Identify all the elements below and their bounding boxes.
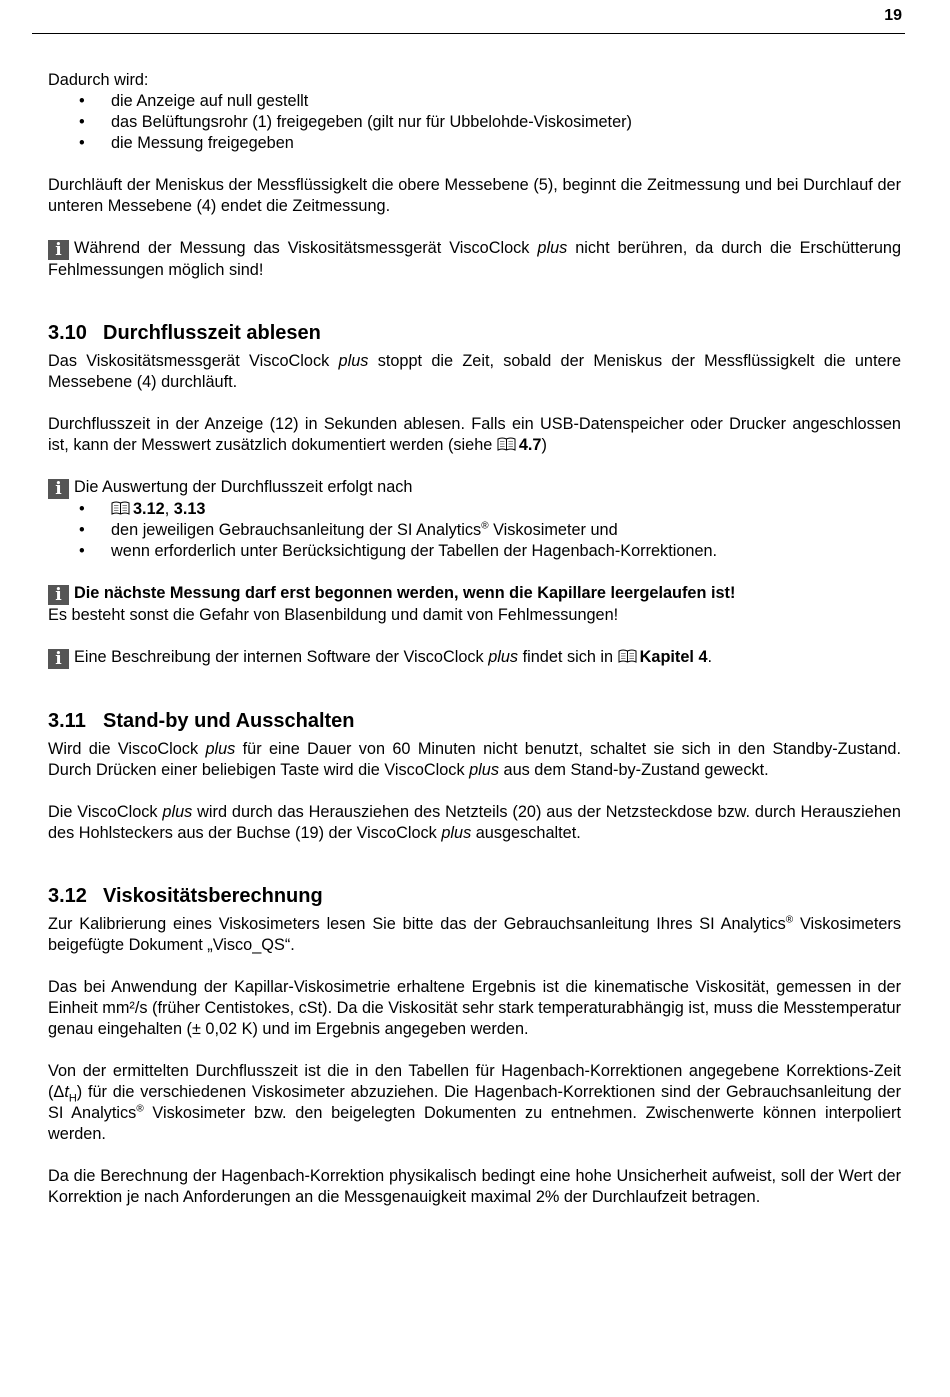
paragraph: Durchläuft der Meniskus der Messflüssigkelt die obere Messebene (5), beginnt die Zeitmessung und bei Durchlauf der unteren Messebene (4) endet die Zeitmessung. [48,176,901,215]
cross-reference: 3.13 [173,500,206,518]
cross-reference: 4.7 [518,436,542,454]
section-number: 3.10 [48,322,87,344]
list-item: • 3.12, 3.13 [48,499,901,520]
paragraph: Durchflusszeit in der Anzeige (12) in Sekunden ablesen. Falls ein USB-Datenspeicher oder Drucker angeschlossen ist, kann der Messwert zusätzlich dokumentiert werden (siehe 4.7) [48,415,901,454]
intro-bullet-list [48,91,901,154]
info-icon: i [48,240,69,260]
info-icon: i [48,585,69,605]
note-text: Während der Messung das Viskositätsmessgerät ViscoClock [74,239,538,257]
info-note [48,238,901,281]
paragraph: Von der ermittelten Durchflusszeit ist die in den Tabellen für Hagenbach-Korrektionen angegebene Korrektions-Zeit $(\Delta t_H)$ für die verschiedenen Viskosimeter abzuziehen. Die Hagenbach-Korrektionen sind der Gebrauchsanleitung der SI Analytics® Viskosimeter bzw. den beigelegten Dokumenten zu entnehmen. Zwischenwerte können interpoliert werden. [48,1062,901,1143]
info-note: i Die Auswertung der Durchflusszeit erfolgt nach [48,477,901,499]
cross-reference: Kapitel 4 [639,648,708,666]
evaluation-list [48,499,901,562]
paragraph: Das bei Anwendung der Kapillar-Viskosimetrie erhaltene Ergebnis ist die kinematische Viskosität, gemessen in der Einheit mm²/s (früher Centistokes, cSt). Da die Viskosität sehr stark temperaturabhängig ist, muss die Messtemperatur genau eingehalten (± 0,02 K) und im Ergebnis angegeben werden. [48,978,901,1038]
section-heading-3-11 [48,709,901,733]
intro-lead: Dadurch wird: [48,71,149,89]
list-item: • die Messung freigegeben [48,133,901,154]
info-icon: i [48,649,69,669]
book-reference-icon [497,437,516,451]
section-title: Viskositätsberechnung [103,885,323,907]
section-title: Stand-by und Ausschalten [103,710,355,732]
paragraph: Wird die ViscoClock plus für eine Dauer von 60 Minuten nicht benutzt, schaltet sie sich in den Standby-Zustand. Durch Drücken einer beliebigen Taste wird die ViscoClock plus aus dem Stand-by-Zustand geweckt. [48,740,901,779]
emphasis: plus [537,239,568,257]
info-icon: i [48,479,69,499]
section-number: 3.11 [48,710,86,732]
book-reference-icon [618,649,637,663]
cross-reference: 3.12 [133,500,165,518]
header-rule [32,33,905,34]
paragraph: Zur Kalibrierung eines Viskosimeters lesen Sie bitte das der Gebrauchsanleitung Ihres SI Analytics® Viskosimeters beigefügte Dokument „Visco_QS“. [48,914,901,954]
page-number: 19 [884,7,902,24]
paragraph: Da die Berechnung der Hagenbach-Korrektion physikalisch bedingt eine hohe Unsicherheit aufweist, soll der Wert der Korrektion je nach Anforderungen an die Messgenauigkeit maximal 2% der Durchlaufzeit betragen. [48,1167,901,1206]
note-text: nicht berühren, da durch die Erschütterung Fehlmessungen möglich sind! [48,239,901,279]
section-number: 3.12 [48,885,87,907]
paragraph: Die ViscoClock plus wird durch das Herausziehen des Netzteils (20) aus der Netzsteckdose bzw. durch Herausziehen des Hohlsteckers aus der Buchse (19) der ViscoClock plus ausgeschaltet. [48,803,901,842]
paragraph: Das Viskositätsmessgerät ViscoClock plus stoppt die Zeit, sobald der Meniskus der Messflüssigkelt die untere Messebene (4) durchläuft. [48,352,902,391]
info-note: i Eine Beschreibung der internen Software der ViscoClock plus findet sich in Kapitel 4. [48,647,901,669]
book-reference-icon [111,501,130,515]
list-item: • den jeweiligen Gebrauchsanleitung der SI Analytics® Viskosimeter und [48,520,901,541]
section-heading-3-12 [48,884,901,908]
page-content [48,70,901,1208]
list-item: • das Belüftungsrohr (1) freigegeben (gilt nur für Ubbelohde-Viskosimeter) [48,112,901,133]
warning-text: Die nächste Messung darf erst begonnen werden, wenn die Kapillare leergelaufen ist! [74,584,736,602]
section-heading-3-10 [48,321,901,345]
list-item: • wenn erforderlich unter Berücksichtigung der Tabellen der Hagenbach-Korrektionen. [48,541,901,562]
section-title: Durchflusszeit ablesen [103,322,321,344]
info-note: i Die nächste Messung darf erst begonnen werden, wenn die Kapillare leergelaufen ist! Es besteht sonst die Gefahr von Blasenbildung und damit von Fehlmessungen! [48,584,736,624]
list-item: • die Anzeige auf null gestellt [48,91,901,112]
